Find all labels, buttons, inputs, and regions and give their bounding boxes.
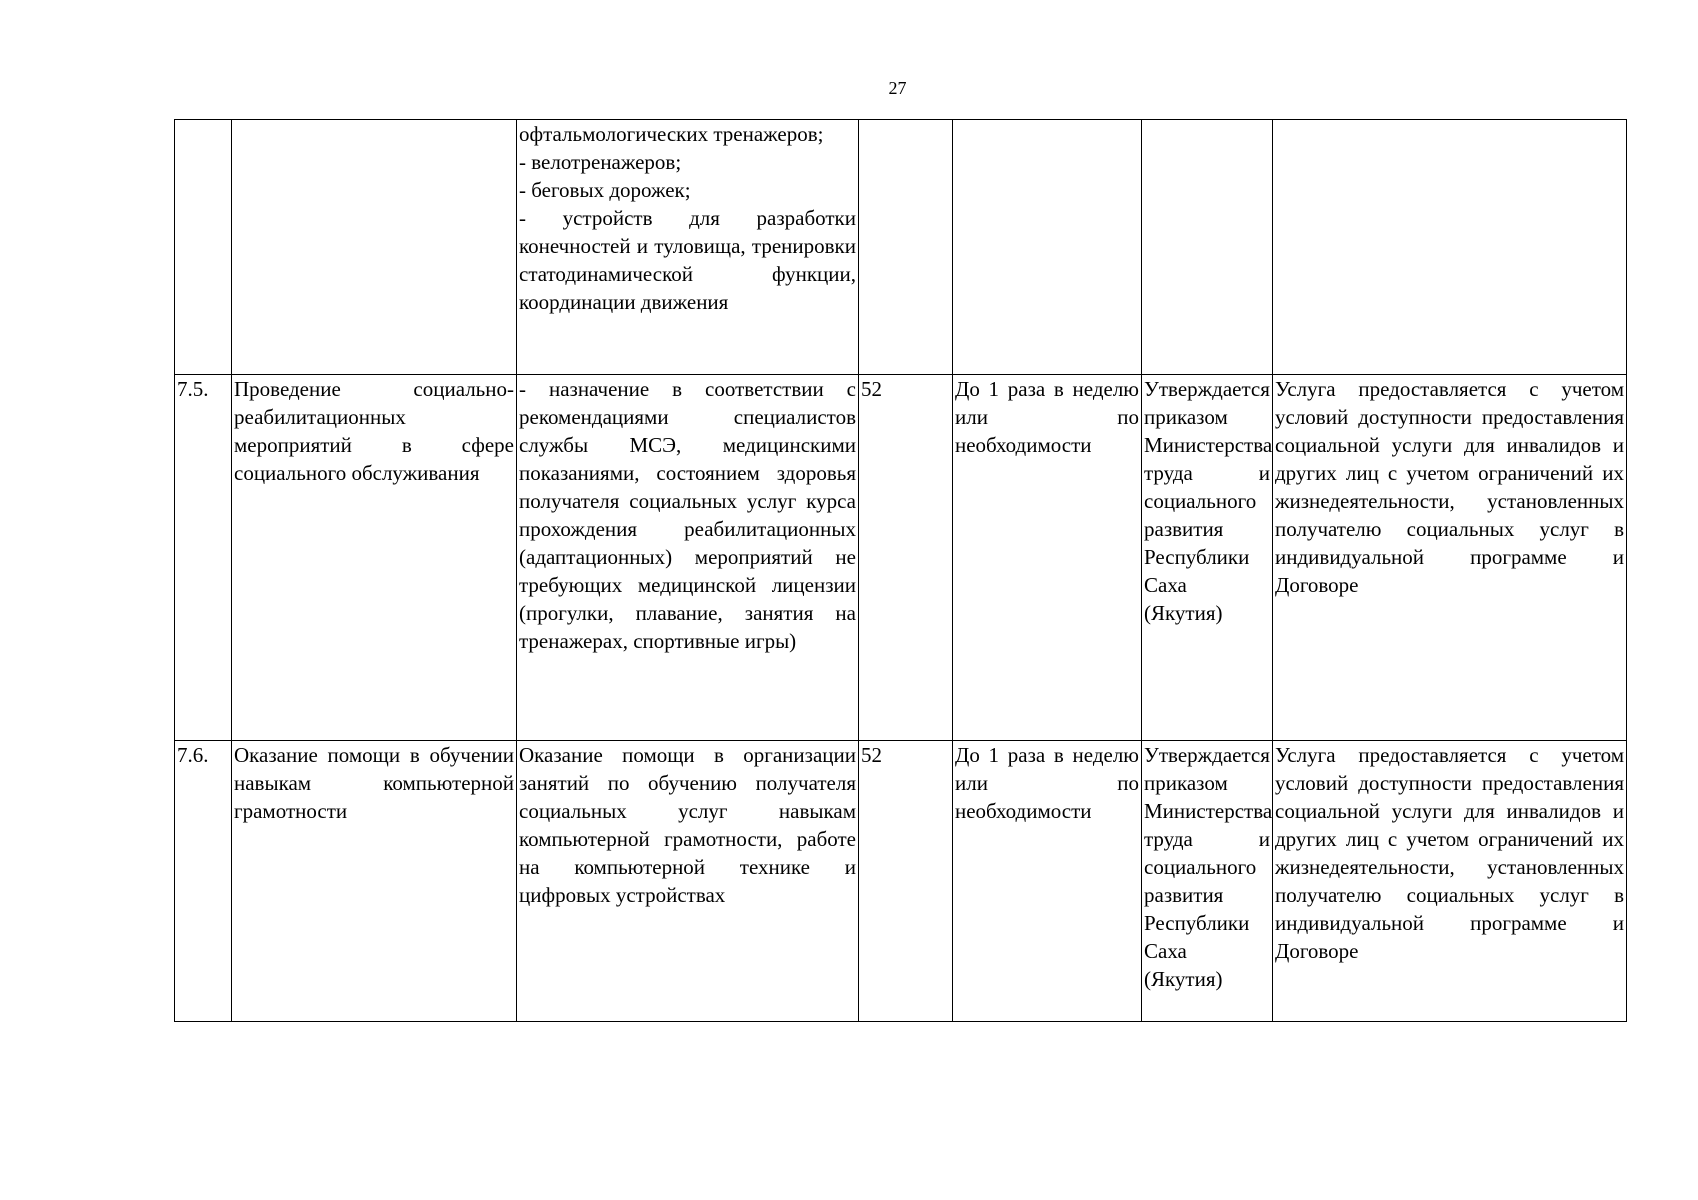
service-count: 52 [859, 741, 953, 1022]
page-number: 27 [888, 78, 907, 98]
content-line: офтальмологических тренажеров; [519, 122, 824, 146]
service-name: Проведение социально-реабилитационных мероприятий в сфере социального обслуживания [232, 375, 517, 741]
service-content [517, 375, 859, 741]
row-number: 7.5. [175, 375, 232, 741]
content-line: Оказание помощи в организации занятий по обучению получателя социальных услуг навыкам компьютерной грамотности, работе на компьютерной технике и цифровых устройствах [519, 743, 856, 907]
service-standard: Утверждается приказом Министерства труда и социального развития Республики Саха (Якутия) [1142, 375, 1273, 741]
service-name [232, 120, 517, 375]
service-conditions: Услуга предоставляется с учетом условий доступности предоставления социальной услуги для инвалидов и других лиц с учетом ограничений их жизнедеятельности, установленных получателю социальных услуг в индивидуальной программе и Договоре [1273, 741, 1627, 1022]
service-standard [1142, 120, 1273, 375]
service-conditions [1273, 120, 1627, 375]
service-frequency: До 1 раза в неделю или по необходимости [953, 741, 1142, 1022]
content-line: - велотренажеров; [519, 150, 682, 174]
content-line: - беговых дорожек; [519, 178, 691, 202]
service-standard: Утверждается приказом Министерства труда и социального развития Республики Саха (Якутия) [1142, 741, 1273, 1022]
service-frequency: До 1 раза в неделю или по необходимости [953, 375, 1142, 741]
content-line: - устройств для разработки конечностей и туловища, тренировки статодинамической функции, координации движения [519, 206, 856, 314]
table-row [175, 375, 1627, 741]
service-content [517, 741, 859, 1022]
service-frequency [953, 120, 1142, 375]
service-name: Оказание помощи в обучении навыкам компьютерной грамотности [232, 741, 517, 1022]
service-conditions: Услуга предоставляется с учетом условий доступности предоставления социальной услуги для инвалидов и других лиц с учетом ограничений их жизнедеятельности, установленных получателю социальных услуг в индивидуальной программе и Договоре [1273, 375, 1627, 741]
table-row [175, 741, 1627, 1022]
row-number: 7.6. [175, 741, 232, 1022]
content-line: - назначение в соответствии с рекомендациями специалистов службы МСЭ, медицинскими показаниями, состоянием здоровья получателя социальных услуг курса прохождения реабилитационных (адаптационных) мероприятий не требующих медицинской лицензии (прогулки, плавание, занятия на тренажерах, спортивные игры) [519, 377, 856, 653]
service-content [517, 120, 859, 375]
services-table [174, 119, 1627, 1022]
row-number [175, 120, 232, 375]
service-count: 52 [859, 375, 953, 741]
table-row [175, 120, 1627, 375]
service-count [859, 120, 953, 375]
